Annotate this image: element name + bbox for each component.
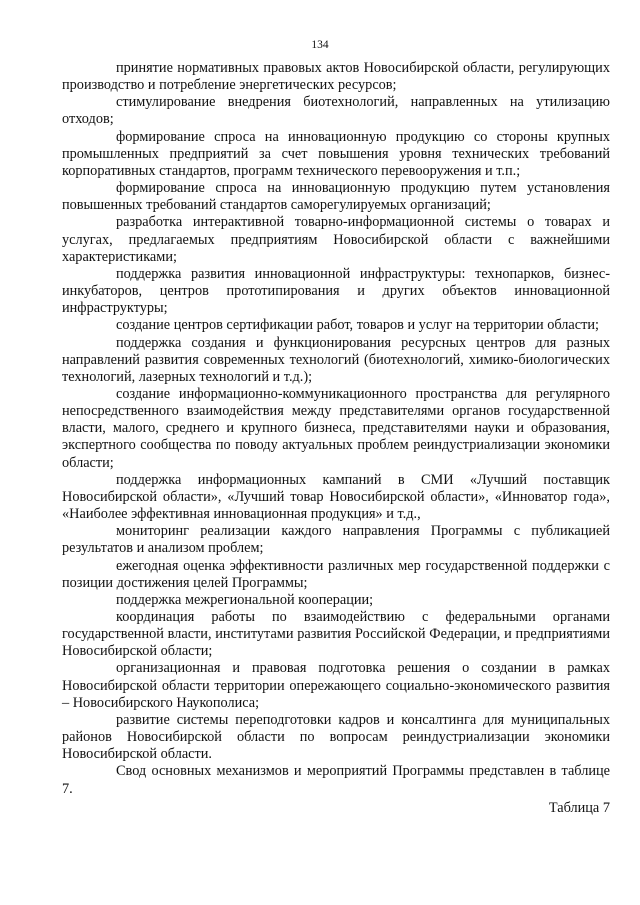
paragraph: поддержка развития инновационной инфраструктуры: технопарков, бизнес-инкубаторов, центров прототипирования и других объектов инновационной инфраструктуры; [62,265,610,317]
table-caption: Таблица 7 [548,799,610,816]
paragraph: стимулирование внедрения биотехнологий, направленных на утилизацию отходов; [62,94,610,128]
paragraph: поддержка межрегиональной кооперации; [116,591,374,608]
paragraph: формирование спроса на инновационную продукцию путем установления повышенных требований стандартов саморегулируемых организаций; [62,180,610,214]
paragraph: принятие нормативных правовых актов Новосибирской области, регулирующих производство и потребление энергетических ресурсов; [62,60,610,94]
paragraph: разработка интерактивной товарно-информационной системы о товарах и услугах, предлагаемых предприятиям Новосибирской области с важнейшими характеристиками; [62,214,610,265]
paragraph: Свод основных механизмов и мероприятий Программы представлен в таблице 7. [62,763,610,797]
paragraph: поддержка создания и функционирования ресурсных центров для разных направлений развития современных технологий (биотехнологий, химико-биологических технологий, лазерных технологий и т.д.); [62,334,610,385]
paragraph: развитие системы переподготовки кадров и консалтинга для муниципальных районов Новосибирской области по вопросам реиндустриализации экономики Новосибирской области. [62,711,610,763]
paragraph: ежегодная оценка эффективности различных мер государственной поддержки с позиции достижения целей Программы; [62,557,610,591]
paragraph: мониторинг реализации каждого направления Программы с публикацией результатов и анализом проблем; [62,523,610,557]
page-number: 134 [311,39,329,51]
paragraph: создание центров сертификации работ, товаров и услуг на территории области; [116,317,599,334]
paragraph: координация работы по взаимодействию с федеральными органами государственной власти, институтами развития Российской Федерации, и предприятиями Новосибирской области; [62,609,610,660]
paragraph: организационная и правовая подготовка решения о создании в рамках Новосибирской области территории опережающего социально-экономического развития – Новосибирского Наукополиса; [62,660,610,711]
document-body [62,60,610,817]
paragraph: создание информационно-коммуникационного пространства для регулярного непосредственного взаимодействия между представителями органов государственной власти, малого, среднего и крупного бизнеса, представителями науки и образования, экспертного сообщества по поводу актуальных проблем реиндустриализации экономики области; [62,385,610,471]
paragraph: поддержка информационных кампаний в СМИ «Лучший поставщик Новосибирской области», «Лучший товар Новосибирской области», «Инноватор года», «Наиболее эффективная инновационная продукция» и т.д., [62,471,610,523]
paragraph: формирование спроса на инновационную продукцию со стороны крупных промышленных предприятий за счет повышения уровня технических требований корпоративных стандартов, программ технического перевооружения и т.п.; [62,128,610,179]
